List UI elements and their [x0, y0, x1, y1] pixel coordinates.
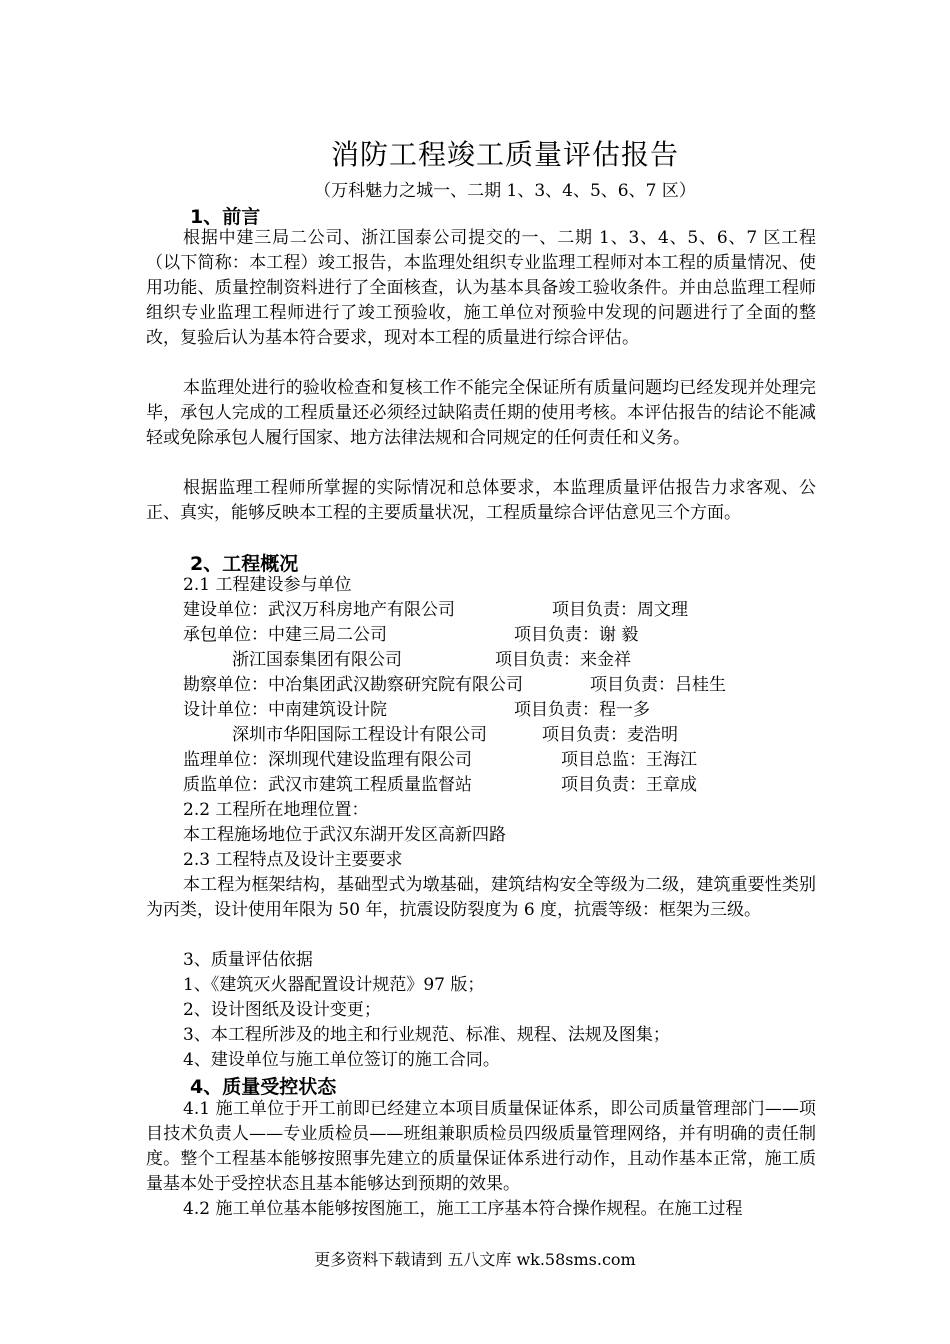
- unit-lead: 项目负责：谢 毅: [514, 625, 639, 645]
- unit-org: 质监单位：武汉市建筑工程质量监督站: [183, 775, 472, 795]
- unit-org: 承包单位：中建三局二公司: [183, 625, 387, 645]
- unit-lead: 项目负责：周文理: [552, 600, 688, 620]
- features-paragraph: 本工程为框架结构，基础型式为墩基础，建筑结构安全等级为二级，建筑重要性类别为丙类，设计使用年限为 50 年，抗震设防裂度为 6 度，抗震等级：框架为三级。: [146, 875, 816, 920]
- section-4-paragraph-1: 4.1 施工单位于开工前即已经建立本项目质量保证体系，即公司质量管理部门——项目技术负责人——专业质检员——班组兼职质检员四级质量管理网络，并有明确的责任制度。整个工程基本能够按照事先建立的质量保证体系进行动作，且动作基本正常，施工质量基本处于受控状态且基本能够达到预期的效果。: [146, 1099, 816, 1194]
- subsection-2-3: 2.3 工程特点及设计主要要求: [183, 850, 403, 870]
- footer-text: 更多资料下载请到 五八文库 wk.58sms.com: [314, 1250, 636, 1269]
- unit-org: 建设单位：武汉万科房地产有限公司: [183, 600, 455, 620]
- unit-org: 深圳市华阳国际工程设计有限公司: [232, 725, 487, 745]
- section-1-paragraph-3: 根据监理工程师所掌握的实际情况和总体要求，本监理质量评估报告力求客观、公正、真实，能够反映本工程的主要质量状况，工程质量综合评估意见三个方面。: [146, 478, 816, 523]
- section-3-heading: 3、质量评估依据: [183, 950, 313, 970]
- unit-org: 设计单位：中南建筑设计院: [183, 700, 387, 720]
- unit-lead: 项目负责：程一多: [514, 700, 650, 720]
- basis-item: 1、《建筑灭火器配置设计规范》97 版；: [183, 975, 485, 995]
- unit-lead: 项目负责：王章成: [561, 775, 697, 795]
- unit-lead: 项目负责：吕桂生: [590, 675, 726, 695]
- section-2-heading: 2、工程概况: [190, 553, 299, 575]
- basis-item: 2、设计图纸及设计变更；: [183, 1000, 381, 1020]
- unit-lead: 项目负责：麦浩明: [542, 725, 678, 745]
- unit-org: 勘察单位：中冶集团武汉勘察研究院有限公司: [183, 675, 523, 695]
- section-4-heading: 4、质量受控状态: [190, 1076, 337, 1098]
- subsection-2-2: 2.2 工程所在地理位置：: [183, 800, 369, 820]
- unit-org: 浙江国泰集团有限公司: [232, 650, 402, 670]
- unit-lead: 项目总监：王海江: [561, 750, 697, 770]
- basis-item: 4、建设单位与施工单位签订的施工合同。: [183, 1050, 500, 1070]
- basis-item: 3、本工程所涉及的地主和行业规范、标准、规程、法规及图集；: [183, 1025, 670, 1045]
- section-1-paragraph-2: 本监理处进行的验收检查和复核工作不能完全保证所有质量问题均已经发现并处理完毕，承包人完成的工程质量还必须经过缺陷责任期的使用考核。本评估报告的结论不能减轻或免除承包人履行国家、地方法律法规和合同规定的任何责任和义务。: [146, 378, 816, 448]
- page-title: 消防工程竣工质量评估报告: [330, 138, 679, 171]
- section-1-paragraph-1: 根据中建三局二公司、浙江国泰公司提交的一、二期 1、3、4、5、6、7 区工程（以下简称：本工程）竣工报告，本监理处组织专业监理工程师对本工程的质量情况、使用功能、质量控制资料进行了全面核查，认为基本具备竣工验收条件。并由总监理工程师组织专业监理工程师进行了竣工预验收，施工单位对预验中发现的问题进行了全面的整改，复验后认为基本符合要求，现对本工程的质量进行综合评估。: [146, 228, 816, 348]
- section-1-heading: 1、前言: [190, 206, 261, 228]
- location-text: 本工程施场地位于武汉东湖开发区高新四路: [183, 825, 506, 845]
- subsection-2-1: 2.1 工程建设参与单位: [183, 575, 352, 595]
- page-subtitle: （万科魅力之城一、二期 1、3、4、5、6、7 区）: [314, 181, 696, 201]
- unit-org: 监理单位：深圳现代建设监理有限公司: [183, 750, 472, 770]
- section-4-paragraph-2: 4.2 施工单位基本能够按图施工，施工工序基本符合操作规程。在施工过程: [183, 1199, 743, 1219]
- unit-lead: 项目负责：来金祥: [495, 650, 631, 670]
